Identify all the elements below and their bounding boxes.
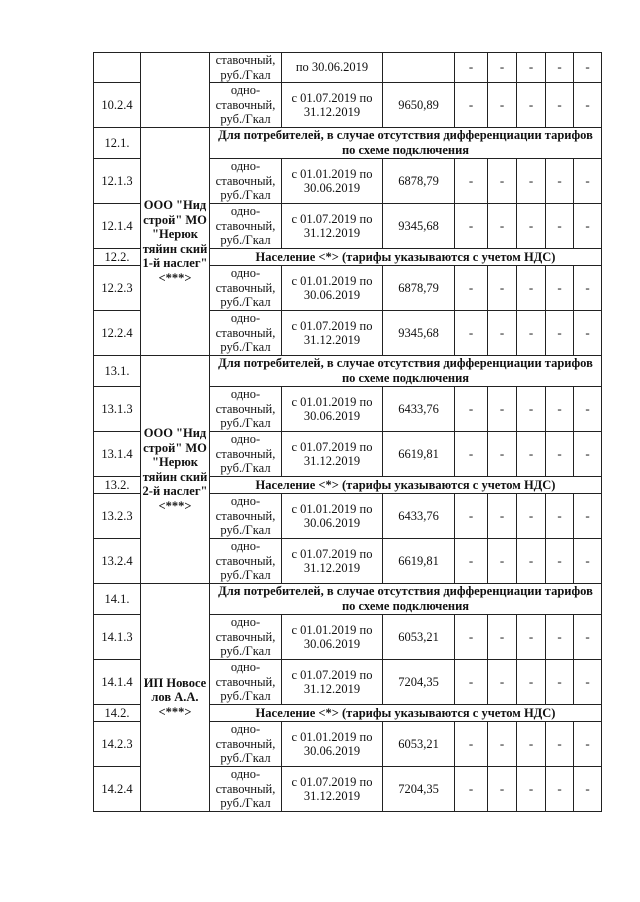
dash-cell: -: [546, 387, 574, 432]
value-cell: 9345,68: [383, 204, 455, 249]
unit-cell: одно-ставочный, руб./Гкал: [210, 432, 282, 477]
period-cell: с 01.07.2019 по 31.12.2019: [282, 204, 383, 249]
dash-cell: -: [517, 159, 546, 204]
dash-cell: -: [546, 432, 574, 477]
dash-cell: -: [455, 311, 488, 356]
row-number: 14.1.4: [94, 660, 141, 705]
unit-cell: одно-ставочный, руб./Гкал: [210, 311, 282, 356]
section-title: Население <*> (тарифы указываются с учетом НДС): [210, 705, 602, 722]
section-header-row: [94, 584, 602, 615]
dash-cell: -: [455, 615, 488, 660]
value-cell: 6878,79: [383, 266, 455, 311]
tariff-table-body: [94, 53, 602, 812]
dash-cell: -: [455, 387, 488, 432]
dash-cell: -: [517, 266, 546, 311]
dash-cell: -: [574, 387, 602, 432]
dash-cell: -: [546, 615, 574, 660]
value-cell: 6433,76: [383, 387, 455, 432]
period-cell: с 01.01.2019 по 30.06.2019: [282, 387, 383, 432]
dash-cell: -: [455, 432, 488, 477]
period-cell: с 01.07.2019 по 31.12.2019: [282, 539, 383, 584]
section-title: Для потребителей, в случае отсутствия дифференциации тарифов по схеме подключения: [210, 584, 602, 615]
section-title: Население <*> (тарифы указываются с учетом НДС): [210, 249, 602, 266]
dash-cell: -: [455, 539, 488, 584]
dash-cell: -: [517, 204, 546, 249]
period-cell: с 01.01.2019 по 30.06.2019: [282, 722, 383, 767]
dash-cell: -: [546, 660, 574, 705]
period-cell: с 01.07.2019 по 31.12.2019: [282, 767, 383, 812]
section-header-row: [94, 128, 602, 159]
dash-cell: -: [488, 311, 517, 356]
dash-cell: -: [488, 387, 517, 432]
dash-cell: -: [546, 53, 574, 83]
value-cell: 6433,76: [383, 494, 455, 539]
dash-cell: -: [546, 204, 574, 249]
dash-cell: -: [517, 494, 546, 539]
org-name: ИП Новосе лов А.А. <***>: [141, 584, 210, 812]
dash-cell: -: [488, 83, 517, 128]
dash-cell: -: [546, 159, 574, 204]
dash-cell: -: [574, 722, 602, 767]
dash-cell: -: [455, 53, 488, 83]
tariff-table: [93, 52, 602, 812]
row-number: 14.2.4: [94, 767, 141, 812]
period-cell: с 01.07.2019 по 31.12.2019: [282, 83, 383, 128]
dash-cell: -: [574, 159, 602, 204]
value-cell: 6053,21: [383, 722, 455, 767]
dash-cell: -: [488, 660, 517, 705]
dash-cell: -: [488, 494, 517, 539]
unit-cell: ставочный, руб./Гкал: [210, 53, 282, 83]
dash-cell: -: [517, 539, 546, 584]
period-cell: с 01.01.2019 по 30.06.2019: [282, 615, 383, 660]
dash-cell: -: [574, 53, 602, 83]
row-number: 12.1.3: [94, 159, 141, 204]
dash-cell: -: [488, 539, 517, 584]
dash-cell: -: [488, 615, 517, 660]
dash-cell: -: [574, 494, 602, 539]
section-header-row: [94, 356, 602, 387]
section-number: 12.2.: [94, 249, 141, 266]
dash-cell: -: [488, 722, 517, 767]
dash-cell: -: [488, 53, 517, 83]
value-cell: 6619,81: [383, 432, 455, 477]
unit-cell: одно-ставочный, руб./Гкал: [210, 539, 282, 584]
period-cell: с 01.01.2019 по 30.06.2019: [282, 494, 383, 539]
row-number: [94, 53, 141, 83]
dash-cell: -: [488, 432, 517, 477]
value-cell: 6878,79: [383, 159, 455, 204]
dash-cell: -: [517, 615, 546, 660]
value-cell: 6053,21: [383, 615, 455, 660]
dash-cell: -: [546, 767, 574, 812]
dash-cell: -: [488, 204, 517, 249]
row-number: 13.2.4: [94, 539, 141, 584]
dash-cell: -: [517, 387, 546, 432]
dash-cell: -: [517, 722, 546, 767]
row-number: 14.2.3: [94, 722, 141, 767]
dash-cell: -: [488, 159, 517, 204]
unit-cell: одно-ставочный, руб./Гкал: [210, 387, 282, 432]
dash-cell: -: [574, 539, 602, 584]
value-cell: 9650,89: [383, 83, 455, 128]
period-cell: с 01.01.2019 по 30.06.2019: [282, 266, 383, 311]
dash-cell: -: [455, 266, 488, 311]
dash-cell: -: [574, 767, 602, 812]
dash-cell: -: [455, 159, 488, 204]
dash-cell: -: [455, 722, 488, 767]
dash-cell: -: [488, 767, 517, 812]
dash-cell: -: [574, 204, 602, 249]
dash-cell: -: [546, 311, 574, 356]
dash-cell: -: [574, 83, 602, 128]
dash-cell: -: [455, 204, 488, 249]
dash-cell: -: [546, 722, 574, 767]
dash-cell: -: [517, 767, 546, 812]
section-title: Для потребителей, в случае отсутствия дифференциации тарифов по схеме подключения: [210, 128, 602, 159]
dash-cell: -: [517, 53, 546, 83]
period-cell: по 30.06.2019: [282, 53, 383, 83]
org-name: ООО "Нид строй" МО "Нерюк тяйин ский 2-й наслег" <***>: [141, 356, 210, 584]
dash-cell: -: [517, 660, 546, 705]
dash-cell: -: [455, 767, 488, 812]
period-cell: с 01.01.2019 по 30.06.2019: [282, 159, 383, 204]
value-cell: 9345,68: [383, 311, 455, 356]
row-number: 12.1.4: [94, 204, 141, 249]
section-number: 14.1.: [94, 584, 141, 615]
dash-cell: -: [455, 660, 488, 705]
row-number: 12.2.4: [94, 311, 141, 356]
dash-cell: -: [546, 266, 574, 311]
dash-cell: -: [574, 615, 602, 660]
dash-cell: -: [546, 83, 574, 128]
value-cell: 7204,35: [383, 660, 455, 705]
unit-cell: одно-ставочный, руб./Гкал: [210, 266, 282, 311]
value-cell: 7204,35: [383, 767, 455, 812]
row-number: 12.2.3: [94, 266, 141, 311]
dash-cell: -: [574, 311, 602, 356]
dash-cell: -: [517, 432, 546, 477]
dash-cell: -: [517, 83, 546, 128]
row-number: 13.1.3: [94, 387, 141, 432]
dash-cell: -: [455, 83, 488, 128]
section-title: Для потребителей, в случае отсутствия дифференциации тарифов по схеме подключения: [210, 356, 602, 387]
dash-cell: -: [517, 311, 546, 356]
dash-cell: -: [574, 432, 602, 477]
unit-cell: одно-ставочный, руб./Гкал: [210, 660, 282, 705]
section-number: 13.1.: [94, 356, 141, 387]
row-number: 14.1.3: [94, 615, 141, 660]
dash-cell: -: [546, 539, 574, 584]
row-number: 13.1.4: [94, 432, 141, 477]
unit-cell: одно-ставочный, руб./Гкал: [210, 722, 282, 767]
dash-cell: -: [455, 494, 488, 539]
unit-cell: одно-ставочный, руб./Гкал: [210, 615, 282, 660]
unit-cell: одно-ставочный, руб./Гкал: [210, 494, 282, 539]
section-number: 13.2.: [94, 477, 141, 494]
unit-cell: одно-ставочный, руб./Гкал: [210, 159, 282, 204]
unit-cell: одно-ставочный, руб./Гкал: [210, 204, 282, 249]
section-title: Население <*> (тарифы указываются с учетом НДС): [210, 477, 602, 494]
section-number: 14.2.: [94, 705, 141, 722]
value-cell: 6619,81: [383, 539, 455, 584]
org-cell: [141, 53, 210, 128]
value-cell: [383, 53, 455, 83]
dash-cell: -: [574, 266, 602, 311]
period-cell: с 01.07.2019 по 31.12.2019: [282, 432, 383, 477]
row-number: 10.2.4: [94, 83, 141, 128]
unit-cell: одно-ставочный, руб./Гкал: [210, 767, 282, 812]
dash-cell: -: [546, 494, 574, 539]
period-cell: с 01.07.2019 по 31.12.2019: [282, 311, 383, 356]
period-cell: с 01.07.2019 по 31.12.2019: [282, 660, 383, 705]
section-number: 12.1.: [94, 128, 141, 159]
dash-cell: -: [488, 266, 517, 311]
org-name: ООО "Нид строй" МО "Нерюк тяйин ский 1-й наслег" <***>: [141, 128, 210, 356]
dash-cell: -: [574, 660, 602, 705]
table-row: [94, 53, 602, 83]
row-number: 13.2.3: [94, 494, 141, 539]
unit-cell: одно-ставочный, руб./Гкал: [210, 83, 282, 128]
